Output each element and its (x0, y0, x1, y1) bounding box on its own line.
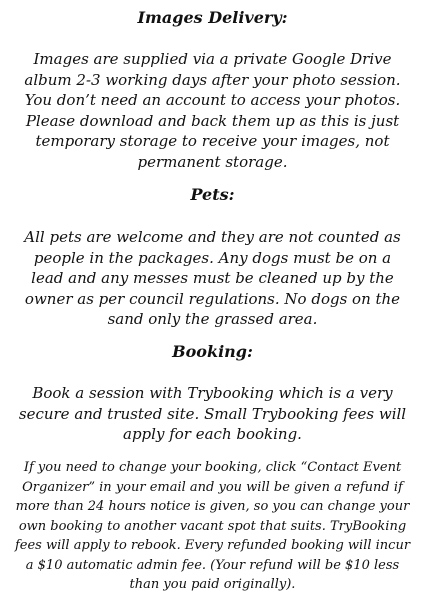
images-delivery-heading: Images Delivery: (137, 8, 288, 27)
pets-text: All pets are welcome and they are not counted as people in the packages. Any dogs must be on a lead and any messes must be cleaned up by the owner as per council regulations. No dogs on the sand only the grassed area. (24, 228, 401, 328)
pets-heading: Pets: (190, 185, 235, 204)
booking-heading: Booking: (172, 342, 253, 361)
images-delivery-text: Images are supplied via a private Google Drive album 2-3 working days after your photo session. You don’t need an account to access your photos. Please download and back them up as this is just temporary storage to receive your images, not permanent storage. (24, 50, 401, 171)
booking-change-note: If you need to change your booking, click “Contact Event Organizer” in your email and you will be given a refund if more than 24 hours notice is given, so you can change your own booking to another vacant spot that suits. TryBooking fees will apply to rebook. Every refunded booking will incur a $10 automatic admin fee. (Your refund will be $10 less than you paid originally). (14, 460, 411, 592)
booking-text: Book a session with Trybooking which is a very secure and trusted site. Small Trybooking fees will apply for each booking. (18, 384, 407, 443)
